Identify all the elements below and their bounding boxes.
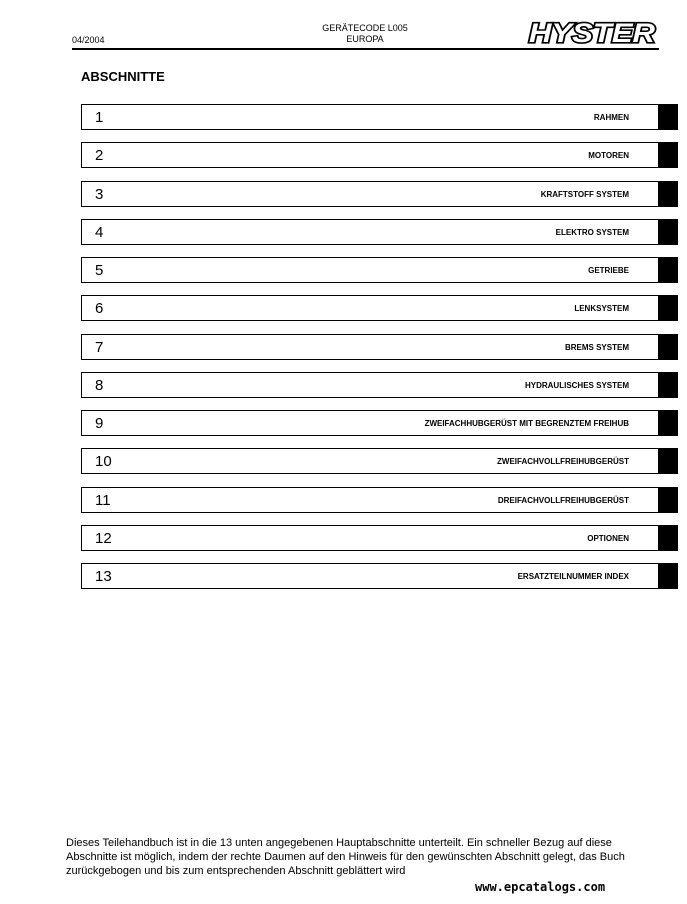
- document-code-block: [300, 23, 430, 45]
- section-row-6[interactable]: [81, 295, 678, 321]
- document-date: 04/2004: [72, 35, 105, 45]
- section-box: [81, 181, 659, 207]
- section-number: 4: [95, 223, 104, 241]
- region-label: EUROPA: [346, 34, 384, 44]
- page-title: ABSCHNITTE: [81, 69, 165, 84]
- section-label: ELEKTRO SYSTEM: [555, 227, 629, 237]
- section-number: 9: [95, 415, 104, 432]
- section-row-12[interactable]: [81, 525, 678, 551]
- equipment-code: GERÄTECODE L005: [322, 23, 408, 33]
- section-label: LENKSYSTEM: [574, 304, 629, 314]
- section-box: [81, 410, 659, 436]
- section-label: DREIFACHVOLLFREIHUBGERÜST: [497, 495, 629, 505]
- section-box: [81, 104, 659, 130]
- section-row-11[interactable]: [81, 487, 678, 513]
- section-number: 1: [95, 109, 104, 126]
- section-number: 3: [95, 185, 104, 203]
- section-number: 8: [95, 376, 104, 394]
- thumb-index-tab[interactable]: [658, 181, 678, 207]
- logo-text: HYSTER: [529, 18, 656, 47]
- section-row-5[interactable]: [81, 257, 678, 283]
- thumb-index-tab[interactable]: [658, 525, 678, 551]
- section-label: BREMS SYSTEM: [564, 342, 629, 352]
- section-row-7[interactable]: [81, 334, 678, 360]
- intro-paragraph: [66, 836, 666, 878]
- section-number: 13: [95, 568, 112, 585]
- section-number: 12: [95, 529, 112, 547]
- section-label: OPTIONEN: [587, 533, 629, 543]
- section-box: [81, 487, 659, 513]
- thumb-index-tab[interactable]: [658, 295, 678, 321]
- section-label: GETRIEBE: [588, 266, 629, 275]
- section-number: 10: [95, 453, 112, 471]
- section-box: [81, 142, 659, 168]
- thumb-index-tab[interactable]: [658, 104, 678, 130]
- section-box: [81, 372, 659, 398]
- thumb-index-tab[interactable]: [658, 563, 678, 589]
- section-box: [81, 219, 659, 245]
- section-number: 5: [95, 262, 104, 279]
- section-number: 2: [95, 147, 104, 165]
- section-number: 6: [95, 300, 104, 318]
- section-label: ZWEIFACHHUBGERÜST MIT BEGRENZTEM FREIHUB: [424, 419, 629, 428]
- section-label: HYDRAULISCHES SYSTEM: [524, 380, 629, 390]
- intro-line: Dieses Teilehandbuch ist in die 13 unten angegebenen Hauptabschnitte unterteilt. Ein schneller Bezug auf diese: [66, 837, 612, 849]
- section-number: 11: [95, 491, 111, 509]
- watermark-url: www.epcatalogs.com: [475, 880, 606, 894]
- section-list: [81, 104, 678, 601]
- thumb-index-tab[interactable]: [658, 410, 678, 436]
- section-row-9[interactable]: [81, 410, 678, 436]
- thumb-index-tab[interactable]: [658, 219, 678, 245]
- section-number: 7: [95, 338, 104, 356]
- thumb-index-tab[interactable]: [658, 448, 678, 474]
- section-box: [81, 257, 659, 283]
- section-label: RAHMEN: [593, 113, 629, 122]
- header-divider: [72, 48, 659, 50]
- intro-line: zurückgebogen und bis zum entsprechenden Abschnitt geblättert wird: [66, 865, 406, 877]
- section-box: [81, 563, 659, 589]
- hyster-logo: [527, 17, 657, 47]
- section-label: ERSATZTEILNUMMER INDEX: [517, 572, 629, 581]
- section-box: [81, 295, 659, 321]
- section-row-2[interactable]: [81, 142, 678, 168]
- section-box: [81, 525, 659, 551]
- thumb-index-tab[interactable]: [658, 257, 678, 283]
- thumb-index-tab[interactable]: [658, 487, 678, 513]
- section-row-10[interactable]: [81, 448, 678, 474]
- section-row-13[interactable]: [81, 563, 678, 589]
- section-label: ZWEIFACHVOLLFREIHUBGERÜST: [497, 457, 629, 467]
- section-label: MOTOREN: [588, 151, 629, 161]
- section-box: [81, 334, 659, 360]
- section-row-8[interactable]: [81, 372, 678, 398]
- section-row-4[interactable]: [81, 219, 678, 245]
- thumb-index-tab[interactable]: [658, 142, 678, 168]
- section-row-1[interactable]: [81, 104, 678, 130]
- section-box: [81, 448, 659, 474]
- thumb-index-tab[interactable]: [658, 372, 678, 398]
- section-label: KRAFTSTOFF SYSTEM: [540, 189, 629, 199]
- section-row-3[interactable]: [81, 181, 678, 207]
- intro-line: Abschnitte ist möglich, indem der rechte Daumen auf den Hinweis für den gewünschten Abschnitt gelegt, das Buch: [66, 851, 625, 863]
- thumb-index-tab[interactable]: [658, 334, 678, 360]
